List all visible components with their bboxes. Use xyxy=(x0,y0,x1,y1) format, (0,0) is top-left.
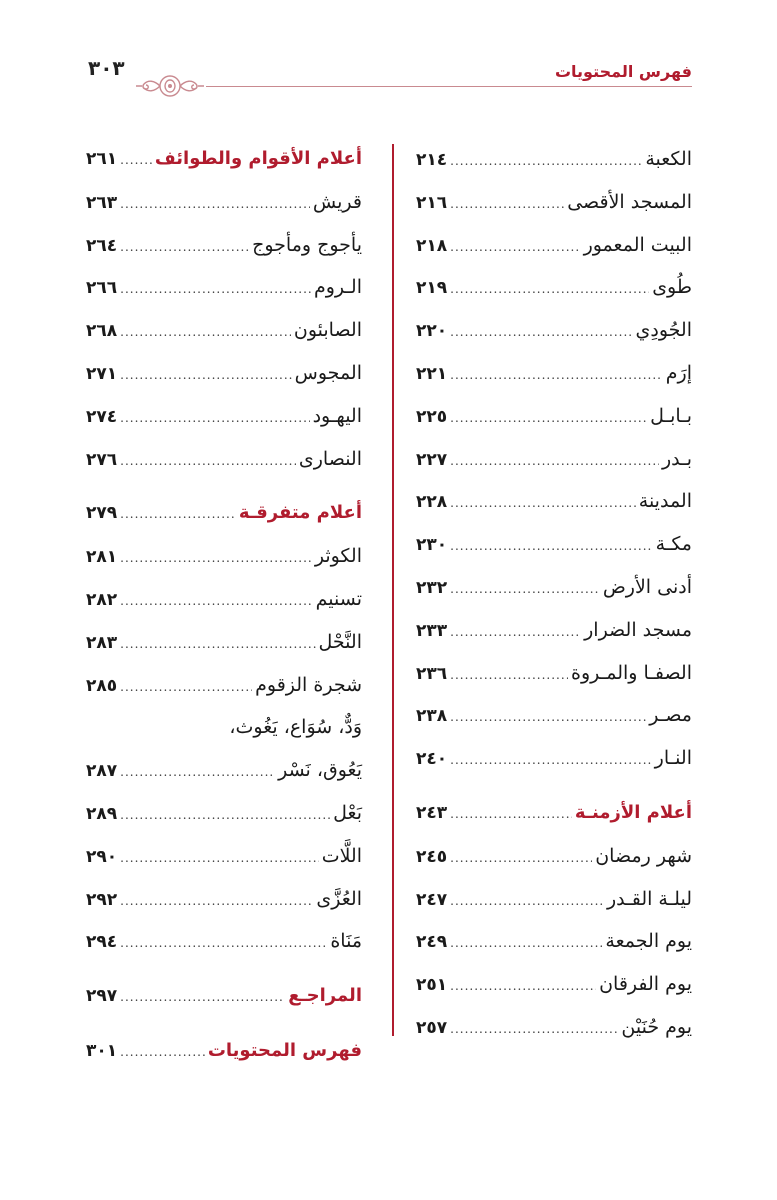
header-ornament-icon xyxy=(134,72,206,100)
toc-entry-page: ٢٣٨ xyxy=(416,706,448,727)
toc-entry[interactable] xyxy=(416,352,692,395)
toc-entry[interactable] xyxy=(416,920,692,963)
dot-leader xyxy=(450,440,659,483)
toc-entry[interactable] xyxy=(416,309,692,352)
toc-entry-title: البيت المعمور xyxy=(583,233,692,256)
toc-entry-title: الجُودِي xyxy=(635,319,692,342)
toc-entry-page: ٢٥١ xyxy=(416,975,448,996)
toc-entry[interactable] xyxy=(86,706,362,749)
toc-entry[interactable] xyxy=(416,609,692,652)
dot-leader xyxy=(450,696,646,739)
toc-entry[interactable] xyxy=(416,266,692,309)
toc-entry-title: وَدٌّ، سُوَاع، يَغُوث، xyxy=(229,716,362,739)
toc-entry-page: ٢٣٢ xyxy=(416,577,448,598)
dot-leader xyxy=(450,880,604,923)
toc-entry[interactable] xyxy=(416,224,692,267)
header-rule xyxy=(206,86,692,87)
toc-entry-title: النصارى xyxy=(298,447,362,470)
toc-entry-title: بـابـل xyxy=(650,404,692,427)
toc-entry-title: قريش xyxy=(312,190,362,213)
toc-section-heading[interactable] xyxy=(86,1030,362,1073)
toc-entry-page: ٣٠١ xyxy=(86,1040,118,1061)
toc-entry[interactable] xyxy=(86,835,362,878)
toc-entry-page: ٢٩٤ xyxy=(86,932,118,953)
toc-entry[interactable] xyxy=(416,395,692,438)
toc-entry-title: الكوثر xyxy=(314,545,362,568)
dot-leader xyxy=(120,354,292,397)
toc-entry-page: ٢٣٦ xyxy=(416,663,448,684)
toc-entry[interactable] xyxy=(416,878,692,921)
toc-entry-page: ٢٨٥ xyxy=(86,675,118,696)
toc-entry-title: الـروم xyxy=(313,276,362,299)
dot-leader xyxy=(450,568,600,611)
toc-entry-page: ٢٦٦ xyxy=(86,278,118,299)
toc-entry-title: الكعبة xyxy=(645,148,692,170)
dot-leader xyxy=(450,183,564,226)
dot-leader xyxy=(120,623,315,666)
toc-entry-page: ٢٨٧ xyxy=(86,761,118,782)
toc-entry[interactable] xyxy=(416,438,692,481)
toc-entry-page: ٢٢٥ xyxy=(416,406,448,427)
toc-entry-title: النـار xyxy=(654,747,692,770)
dot-leader xyxy=(450,226,580,269)
dot-leader xyxy=(450,311,632,354)
toc-entry-page: ٢٨٩ xyxy=(86,803,118,824)
dot-leader xyxy=(120,976,285,1019)
dot-leader xyxy=(450,837,592,880)
toc-entry-page: ٢٤٣ xyxy=(416,802,448,823)
dot-leader xyxy=(450,482,636,525)
toc-entry-title: أعلام الأزمنـة xyxy=(574,801,692,823)
toc-entry-page: ٢٢٧ xyxy=(416,449,448,470)
toc-entry-page: ٢٣٠ xyxy=(416,535,448,556)
running-title: فهرس المحتويات xyxy=(554,62,692,81)
toc-entry-title: يوم حُنَيْن xyxy=(621,1015,692,1038)
toc-entry-page: ٢٢١ xyxy=(416,363,448,384)
toc-entry-title: أعلام الأقوام والطوائف xyxy=(154,148,362,169)
toc-entry[interactable] xyxy=(416,694,692,737)
dot-leader xyxy=(120,666,252,709)
toc-entry-title: إرَم xyxy=(665,361,692,384)
toc-entry[interactable] xyxy=(86,878,362,921)
toc-entry-title: فهرس المحتويات xyxy=(207,1039,362,1061)
toc-entry[interactable] xyxy=(416,835,692,878)
toc-entry-page: ٢١٨ xyxy=(416,235,448,256)
toc-entry-page: ٢١٩ xyxy=(416,278,448,299)
toc-entry-page: ٢٢٨ xyxy=(416,492,448,513)
toc-section-heading[interactable] xyxy=(86,975,362,1018)
toc-entry-page: ٢٥٧ xyxy=(416,1017,448,1038)
toc-entry[interactable] xyxy=(86,920,362,963)
toc-entry[interactable] xyxy=(416,480,692,523)
toc-entry-page: ٢٩٢ xyxy=(86,889,118,910)
toc-entry-page: ٢٨٢ xyxy=(86,589,118,610)
toc-entry-title: يَعُوق، نَسْر xyxy=(278,759,362,782)
toc-entry-page: ٢٩٧ xyxy=(86,986,118,1007)
toc-entry-title: المجوس xyxy=(294,361,362,384)
toc-entry-title: أعلام متفرقـة xyxy=(238,502,362,524)
toc-entry-title: الصفـا والمـروة xyxy=(571,661,692,684)
toc-entry-title: مصـر xyxy=(649,704,692,727)
toc-entry[interactable] xyxy=(416,963,692,1006)
dot-leader xyxy=(450,793,572,836)
dot-leader xyxy=(120,751,275,794)
toc-entry-title: النَّحْل xyxy=(318,630,362,653)
toc-section-heading[interactable] xyxy=(86,492,362,535)
toc-entry[interactable] xyxy=(86,535,362,578)
toc-entry-title: طُوى xyxy=(652,276,692,299)
dot-leader xyxy=(450,140,642,183)
toc-entry-page: ٢٤٧ xyxy=(416,889,448,910)
toc-entry[interactable] xyxy=(86,749,362,792)
dot-leader xyxy=(450,922,602,965)
dot-leader xyxy=(120,397,309,440)
toc-entry-page: ٢٤٠ xyxy=(416,749,448,770)
toc-entry-page: ٢٦٣ xyxy=(86,192,118,213)
toc-entry-page: ٢٣٣ xyxy=(416,620,448,641)
toc-entry-title: المسجد الأقصى xyxy=(567,190,692,213)
dot-leader xyxy=(120,440,296,483)
toc-entry[interactable] xyxy=(86,578,362,621)
toc-entry-title: أدنى الأرض xyxy=(602,575,692,598)
page-number: ٣٠٣ xyxy=(88,56,125,80)
dot-leader xyxy=(450,965,596,1008)
dot-leader xyxy=(120,493,236,536)
toc-entry[interactable] xyxy=(416,652,692,695)
toc-entry-title: بَعْل xyxy=(333,801,362,824)
dot-leader xyxy=(120,268,311,311)
toc-entry-title: بـدر xyxy=(661,447,692,470)
column-divider xyxy=(392,144,394,1036)
toc-entry[interactable] xyxy=(86,309,362,352)
toc-column-right xyxy=(416,138,692,1049)
toc-entry-title: العُزَّى xyxy=(316,887,362,910)
toc-column-left xyxy=(86,138,362,1073)
toc-entry-title: مكـة xyxy=(655,533,692,556)
toc-entry-title: ليلـة القـدر xyxy=(607,887,692,910)
toc-entry-page: ٢٨٣ xyxy=(86,632,118,653)
toc-entry-page: ٢٩٠ xyxy=(86,846,118,867)
toc-entry[interactable] xyxy=(86,438,362,481)
toc-entry[interactable] xyxy=(416,1006,692,1049)
toc-entry[interactable] xyxy=(86,792,362,835)
toc-entry-title: يوم الفرقان xyxy=(599,973,692,996)
dot-leader xyxy=(450,654,568,697)
toc-entry-page: ٢٤٥ xyxy=(416,846,448,867)
toc-entry[interactable] xyxy=(416,523,692,566)
toc-entry-page: ٢٧١ xyxy=(86,363,118,384)
toc-entry-page: ٢٢٠ xyxy=(416,321,448,342)
toc-entry-page: ٢٧٩ xyxy=(86,503,118,524)
dot-leader xyxy=(120,837,319,880)
toc-entry-title: اليهـود xyxy=(312,404,362,427)
toc-entry-page: ٢٧٤ xyxy=(86,406,118,427)
toc-entry-page: ٢١٦ xyxy=(416,192,448,213)
toc-section-heading[interactable] xyxy=(416,792,692,835)
dot-leader xyxy=(120,537,312,580)
section-gap xyxy=(86,1018,362,1030)
toc-entry[interactable] xyxy=(86,266,362,309)
toc-entry-title: اللَّات xyxy=(321,844,362,867)
dot-leader xyxy=(450,739,652,782)
toc-entry-title: شجرة الزقوم xyxy=(255,673,362,696)
toc-entry-title: المراجـع xyxy=(288,985,362,1007)
page-header xyxy=(88,56,692,96)
dot-leader xyxy=(450,397,647,440)
dot-leader xyxy=(450,354,663,397)
toc-entry-page: ٢٧٦ xyxy=(86,449,118,470)
toc-entry-title: المدينة xyxy=(638,490,692,513)
toc-entry[interactable] xyxy=(86,395,362,438)
toc-entry-title: يأجوج ومأجوج xyxy=(252,233,362,256)
dot-leader xyxy=(120,139,152,182)
toc-entry-page: ٢٦٤ xyxy=(86,235,118,256)
toc-entry[interactable] xyxy=(416,737,692,780)
toc-entry-page: ٢٤٩ xyxy=(416,932,448,953)
toc-entry-title: مَنَاة xyxy=(330,930,362,953)
dot-leader xyxy=(120,794,330,837)
toc-entry-title: تسنيم xyxy=(315,587,362,610)
toc-entry-title: الصابئون xyxy=(293,319,362,342)
toc-entry[interactable] xyxy=(416,138,692,181)
dot-leader xyxy=(120,580,313,623)
dot-leader xyxy=(120,226,249,269)
dot-leader xyxy=(450,268,649,311)
dot-leader xyxy=(120,922,327,965)
dot-leader xyxy=(450,611,581,654)
toc-entry-page: ٢١٤ xyxy=(416,150,448,170)
toc-entry[interactable] xyxy=(416,181,692,224)
toc-entry-page: ٢٦٨ xyxy=(86,321,118,342)
dot-leader xyxy=(450,1008,618,1051)
toc-section-heading[interactable] xyxy=(86,138,362,181)
toc-entry-title: شهر رمضان xyxy=(595,844,692,867)
toc-entry[interactable] xyxy=(86,352,362,395)
toc-entry[interactable] xyxy=(416,566,692,609)
toc-entry-page: ٢٦١ xyxy=(86,149,118,169)
toc-entry[interactable] xyxy=(86,621,362,664)
dot-leader xyxy=(450,525,652,568)
dot-leader xyxy=(120,311,291,354)
dot-leader xyxy=(120,880,313,923)
dot-leader xyxy=(120,183,310,226)
toc-entry[interactable] xyxy=(86,181,362,224)
toc-entry[interactable] xyxy=(86,224,362,267)
dot-leader xyxy=(120,1031,205,1074)
toc-entry-title: يوم الجمعة xyxy=(605,930,692,953)
toc-entry-title: مسجد الضرار xyxy=(584,618,692,641)
toc-entry[interactable] xyxy=(86,664,362,707)
toc-entry-page: ٢٨١ xyxy=(86,547,118,568)
